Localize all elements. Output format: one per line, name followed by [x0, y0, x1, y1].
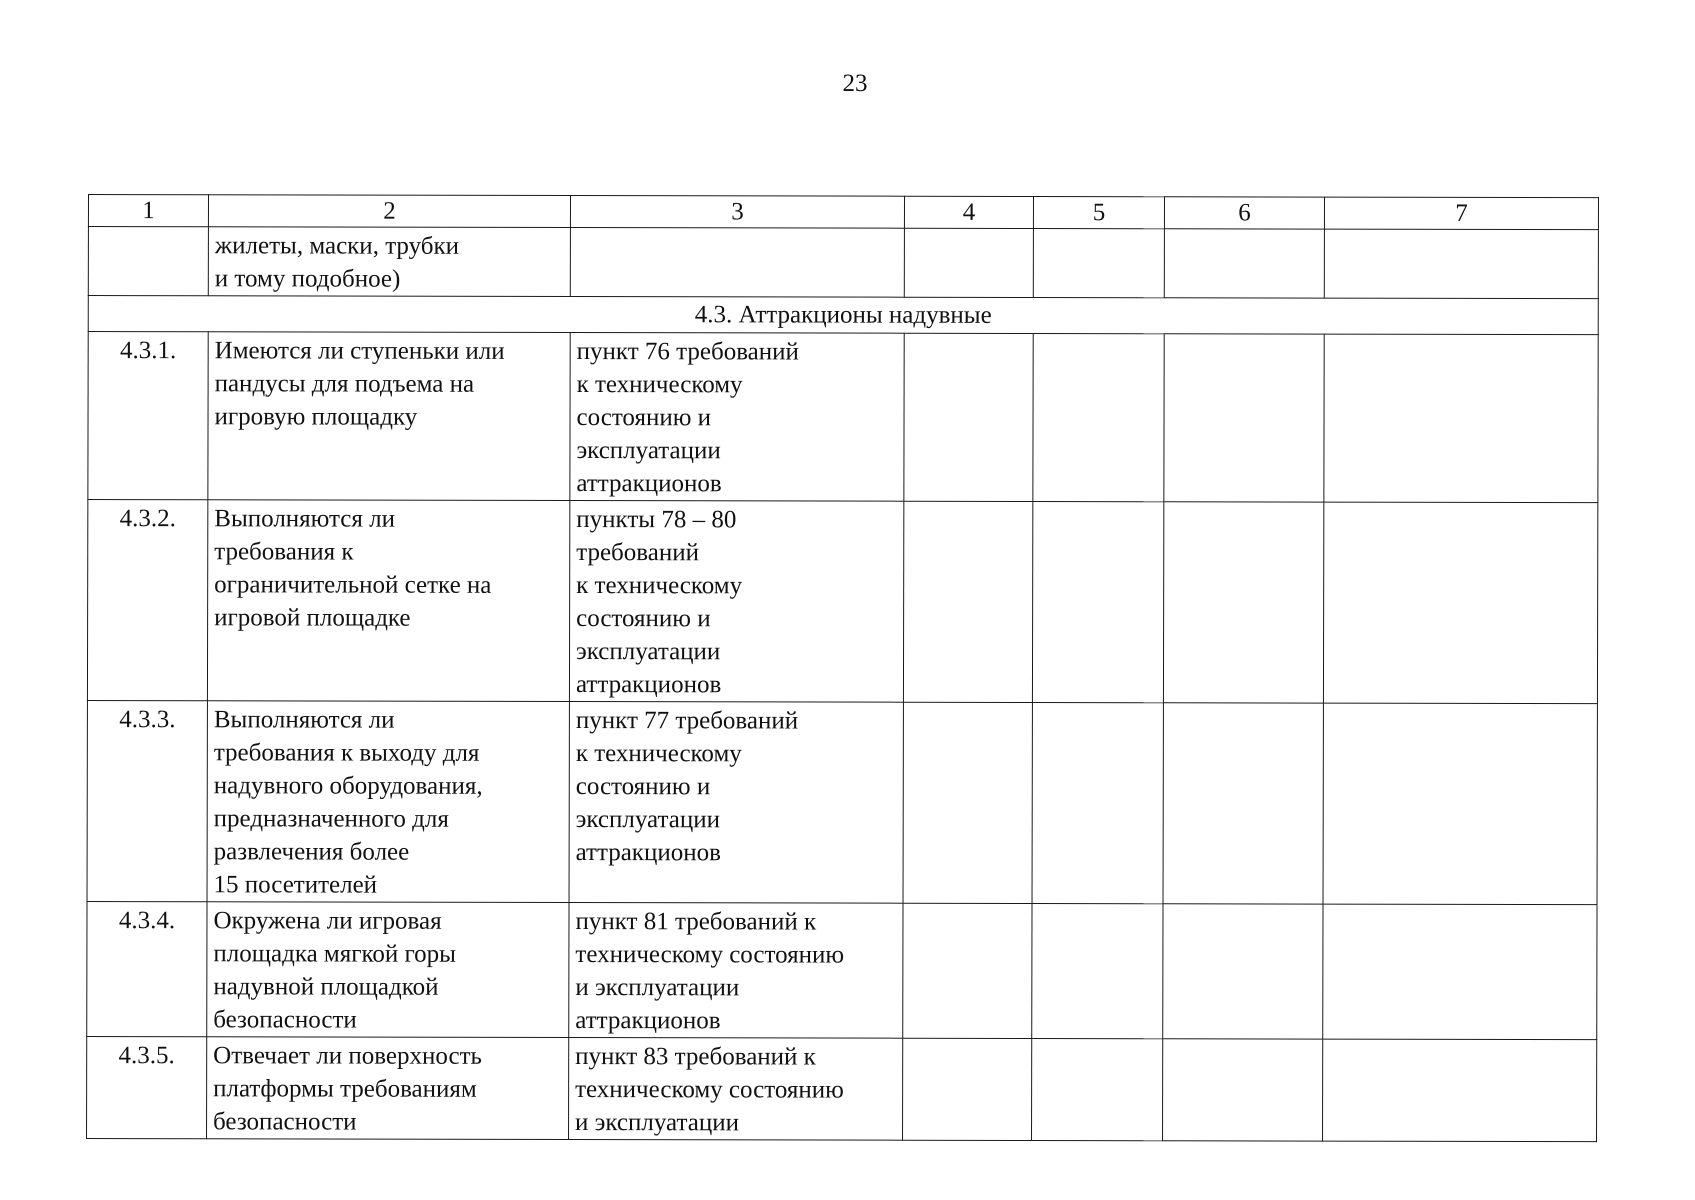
column-header: 2	[208, 195, 570, 228]
column-header: 6	[1164, 197, 1324, 229]
table-row	[87, 901, 1597, 1039]
column-header: 1	[88, 195, 208, 227]
column-header: 5	[1033, 196, 1164, 228]
checklist-table	[86, 194, 1599, 1142]
question-cell: Выполняются ли требования к ограничительной сетке на игровой площадке	[207, 500, 569, 702]
item-number: 4.3.2.	[87, 500, 207, 701]
reference-cell: пункт 83 требований к техническому состоянию и эксплуатации	[569, 1038, 903, 1141]
empty-cell	[1032, 903, 1163, 1038]
question-cell: жилеты, маски, трубки и тому подобное)	[208, 227, 570, 297]
empty-cell	[903, 501, 1032, 702]
empty-cell	[1163, 703, 1323, 904]
table-row-continuation	[88, 227, 1598, 299]
empty-cell	[1033, 228, 1164, 297]
column-header: 3	[570, 196, 904, 229]
empty-cell	[903, 903, 1032, 1038]
empty-cell	[904, 333, 1033, 501]
section-title: 4.3. Аттракционы надувные	[88, 296, 1598, 335]
table-row	[88, 332, 1598, 503]
empty-cell	[1032, 702, 1163, 903]
table-row	[87, 700, 1597, 904]
question-cell: Имеются ли ступеньки или пандусы для подъема на игровую площадку	[208, 332, 570, 501]
page-number: 23	[842, 70, 868, 97]
empty-cell	[1324, 229, 1598, 299]
empty-cell	[1163, 904, 1323, 1039]
section-row	[88, 296, 1598, 335]
reference-cell: пункт 76 требований к техническому состоянию и эксплуатации аттракционов	[570, 333, 904, 502]
empty-cell	[903, 1038, 1032, 1140]
empty-cell	[1323, 502, 1597, 704]
empty-cell	[1032, 1038, 1163, 1140]
reference-cell: пункт 81 требований к техническому состоянию и эксплуатации аттракционов	[569, 903, 903, 1039]
empty-cell	[1323, 703, 1597, 905]
item-number: 4.3.1.	[88, 332, 208, 500]
question-cell: Окружена ли игровая площадка мягкой горы надувной площадкой безопасности	[207, 902, 569, 1038]
reference-cell: пункты 78 – 80 требований к техническому состоянию и эксплуатации аттракционов	[569, 501, 903, 703]
question-cell: Выполняются ли требования к выходу для надувного оборудования, предназначенного для развлечения более 15 посетителей	[207, 701, 569, 903]
empty-cell	[904, 228, 1033, 297]
column-header: 7	[1324, 197, 1598, 230]
column-header: 4	[904, 196, 1033, 228]
column-header-row	[88, 195, 1598, 230]
item-number: 4.3.5.	[87, 1036, 207, 1138]
empty-cell	[1164, 334, 1324, 502]
reference-cell: пункт 77 требований к техническому состоянию и эксплуатации аттракционов	[569, 702, 903, 904]
empty-cell	[1323, 1039, 1597, 1142]
item-number: 4.3.4.	[87, 901, 207, 1036]
reference-cell	[570, 228, 904, 298]
empty-cell	[1032, 501, 1163, 702]
empty-cell	[1323, 904, 1597, 1040]
table-row	[87, 500, 1597, 704]
question-cell: Отвечает ли поверхность платформы требованиям безопасности	[207, 1037, 569, 1140]
empty-cell	[1164, 229, 1324, 298]
empty-cell	[1163, 1039, 1323, 1141]
empty-cell	[1033, 333, 1164, 501]
empty-cell	[903, 702, 1032, 903]
empty-cell	[1324, 334, 1598, 503]
item-number: 4.3.3.	[87, 700, 207, 901]
empty-cell	[1163, 502, 1323, 703]
table-row	[87, 1036, 1597, 1141]
item-number	[88, 227, 208, 296]
